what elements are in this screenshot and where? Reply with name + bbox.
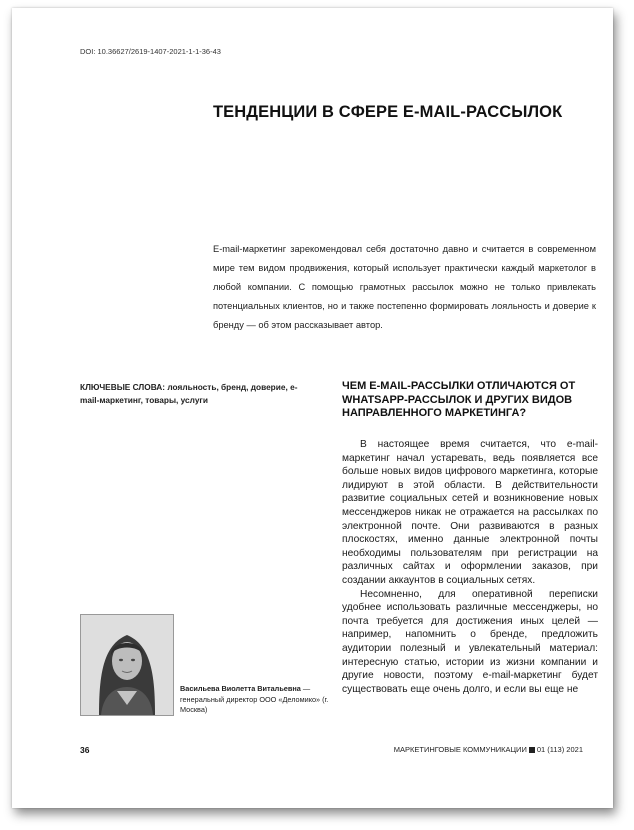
keywords-text: лояльность, бренд, доверие, e-mail-маркетинг, товары, услуги xyxy=(80,382,298,405)
author-portrait-icon xyxy=(81,615,173,715)
journal-issue: 01 (113) 2021 xyxy=(536,745,583,754)
body-text xyxy=(342,438,598,696)
doi-text: DOI: 10.36627/2619-1407-2021-1-1-36-43 xyxy=(80,47,221,56)
paragraph-1: В настоящее время считается, что e-mail-маркетинг начал устаревать, ведь появляется все больше новых видов цифрового маркетинга, которые лидируют в этой области. В действительности развитие социальных сетей и возникновение новых мессенджеров никак не отражается на рассылках по электронной почте. Они развиваются в разных плоскостях, именно данные электронной почты необходимы пользователям при регистрации на различных сайтах и оформлении заказов, при создании аккаунтов в социальных сетях. xyxy=(342,439,598,586)
journal-page xyxy=(12,8,613,808)
keywords xyxy=(80,381,312,407)
square-icon xyxy=(529,747,535,753)
author-info xyxy=(180,684,330,716)
author-role: — генеральный директор ООО «Деломико» (г. Москва) xyxy=(180,684,329,714)
article-title: ТЕНДЕНЦИИ В СФЕРЕ E-MAIL-РАССЫЛОК xyxy=(213,103,563,121)
page-number: 36 xyxy=(80,745,90,755)
section-title: ЧЕМ E-MAIL-РАССЫЛКИ ОТЛИЧАЮТСЯ ОТ WHATSAPP-РАССЫЛОК И ДРУГИХ ВИДОВ НАПРАВЛЕННОГО МАРКЕТИНГА? xyxy=(342,380,576,419)
paragraph-2: Несомненно, для оперативной переписки удобнее использовать различные мессенджеры, но почта требуется для достижения иных целей — например, напомнить о бренде, предложить аудитории полезный и увлекательный материал: интересную статью, истории из жизни компании и другие новости, поэтому e-mail-маркетинг будет существовать еще очень долго, и если вы еще не xyxy=(342,588,598,695)
keywords-label: КЛЮЧЕВЫЕ СЛОВА: xyxy=(80,382,166,392)
journal-footer xyxy=(394,745,583,754)
journal-name: МАРКЕТИНГОВЫЕ КОММУНИКАЦИИ xyxy=(393,745,527,754)
abstract: E-mail-маркетинг зарекомендовал себя достаточно давно и считается в современном мире тем видом продвижения, который использует практически каждый маркетолог в любой компании. С помощью грамотных рассылок можно не только привлекать потенциальных клиентов, но и также постепенно формировать лояльность и доверие к бренду — об этом рассказывает автор. xyxy=(213,244,596,330)
author-name: Васильева Виолетта Витальевна xyxy=(180,684,301,693)
author-photo xyxy=(80,614,174,716)
